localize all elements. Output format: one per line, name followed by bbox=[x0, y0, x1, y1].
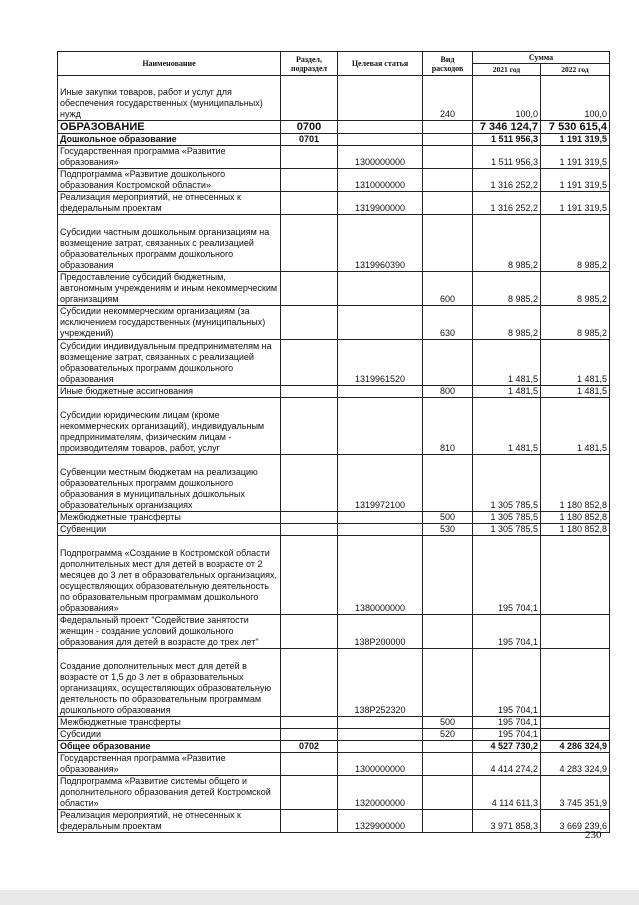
header-sum: Сумма bbox=[473, 52, 610, 64]
cell-target bbox=[338, 512, 423, 524]
cell-target bbox=[338, 76, 423, 121]
cell-sum-2022: 3 745 351,9 bbox=[541, 776, 610, 810]
cell-sum-2021: 1 511 956,3 bbox=[473, 134, 541, 146]
table-row bbox=[58, 215, 610, 272]
table-row bbox=[58, 146, 610, 169]
cell-name: Межбюджетные трансферты bbox=[58, 512, 281, 524]
cell-target bbox=[338, 386, 423, 398]
cell-sum-2022: 1 191 319,5 bbox=[541, 146, 610, 169]
cell-target bbox=[338, 729, 423, 741]
table-row bbox=[58, 272, 610, 306]
cell-kind bbox=[423, 753, 473, 776]
cell-sum-2022: 8 985,2 bbox=[541, 215, 610, 272]
cell-kind bbox=[423, 536, 473, 615]
cell-sum-2021: 195 704,1 bbox=[473, 717, 541, 729]
cell-kind bbox=[423, 121, 473, 134]
cell-kind: 500 bbox=[423, 512, 473, 524]
table-row bbox=[58, 386, 610, 398]
cell-sum-2022: 4 286 324,9 bbox=[541, 741, 610, 753]
cell-section bbox=[281, 398, 338, 455]
cell-section bbox=[281, 215, 338, 272]
budget-table bbox=[57, 51, 610, 833]
table-row bbox=[58, 512, 610, 524]
cell-target bbox=[338, 306, 423, 340]
cell-name: Подпрограмма «Развитие дошкольного образования Костромской области» bbox=[58, 169, 281, 192]
table-row bbox=[58, 192, 610, 215]
cell-target bbox=[338, 134, 423, 146]
cell-sum-2022: 8 985,2 bbox=[541, 272, 610, 306]
table-row bbox=[58, 134, 610, 146]
cell-section bbox=[281, 340, 338, 386]
cell-section bbox=[281, 615, 338, 649]
cell-target: 1319961520 bbox=[338, 340, 423, 386]
table-body bbox=[58, 76, 610, 833]
header-kind: Вид расходов bbox=[423, 52, 473, 76]
table-row bbox=[58, 776, 610, 810]
cell-kind bbox=[423, 455, 473, 512]
cell-target bbox=[338, 272, 423, 306]
cell-section: 0702 bbox=[281, 741, 338, 753]
cell-section bbox=[281, 729, 338, 741]
cell-kind: 530 bbox=[423, 524, 473, 536]
cell-kind bbox=[423, 741, 473, 753]
cell-target: 1300000000 bbox=[338, 146, 423, 169]
cell-name: Государственная программа «Развитие образования» bbox=[58, 753, 281, 776]
cell-target: 1319960390 bbox=[338, 215, 423, 272]
cell-target bbox=[338, 741, 423, 753]
budget-table-page bbox=[57, 51, 609, 833]
cell-section bbox=[281, 717, 338, 729]
cell-kind bbox=[423, 146, 473, 169]
cell-sum-2022: 1 191 319,5 bbox=[541, 169, 610, 192]
cell-name: Создание дополнительных мест для детей в возрасте от 1,5 до 3 лет в образовательных организациях, осуществляющих образовательную деятельность по образовательным программам дошкольного образования bbox=[58, 649, 281, 717]
cell-section bbox=[281, 146, 338, 169]
cell-name: Субсидии юридическим лицам (кроме некоммерческих организаций), индивидуальным предпринимателям, физическим лицам - производителям товаров, работ, услуг bbox=[58, 398, 281, 455]
cell-sum-2022 bbox=[541, 729, 610, 741]
cell-sum-2021: 195 704,1 bbox=[473, 649, 541, 717]
cell-target: 1319972100 bbox=[338, 455, 423, 512]
table-row bbox=[58, 121, 610, 134]
cell-name: Федеральный проект "Содействие занятости женщин - создание условий дошкольного образования для детей в возрасте до трех лет" bbox=[58, 615, 281, 649]
cell-sum-2022: 1 180 852,8 bbox=[541, 524, 610, 536]
cell-name: Субсидии частным дошкольным организациям на возмещение затрат, связанных с реализацией образовательных программ дошкольного образования bbox=[58, 215, 281, 272]
cell-target: 138P252320 bbox=[338, 649, 423, 717]
cell-name: Субвенции местным бюджетам на реализацию образовательных программ дошкольного образования в муниципальных дошкольных образовательных организациях bbox=[58, 455, 281, 512]
cell-sum-2021: 1 481,5 bbox=[473, 340, 541, 386]
cell-section bbox=[281, 649, 338, 717]
cell-sum-2021: 7 346 124,7 bbox=[473, 121, 541, 134]
cell-name: Предоставление субсидий бюджетным, автономным учреждениям и иным некоммерческим организациям bbox=[58, 272, 281, 306]
cell-sum-2022 bbox=[541, 649, 610, 717]
cell-sum-2022: 4 283 324,9 bbox=[541, 753, 610, 776]
cell-target: 1320000000 bbox=[338, 776, 423, 810]
cell-sum-2021: 100,0 bbox=[473, 76, 541, 121]
cell-name: Межбюджетные трансферты bbox=[58, 717, 281, 729]
cell-name: Иные бюджетные ассигнования bbox=[58, 386, 281, 398]
header-name: Наименование bbox=[58, 52, 281, 76]
cell-sum-2022: 1 191 319,5 bbox=[541, 192, 610, 215]
cell-section bbox=[281, 536, 338, 615]
cell-sum-2022 bbox=[541, 717, 610, 729]
cell-sum-2022 bbox=[541, 615, 610, 649]
cell-kind: 520 bbox=[423, 729, 473, 741]
cell-sum-2021: 1 305 785,5 bbox=[473, 455, 541, 512]
table-row bbox=[58, 76, 610, 121]
cell-name: Дошкольное образование bbox=[58, 134, 281, 146]
cell-kind bbox=[423, 776, 473, 810]
cell-sum-2022: 8 985,2 bbox=[541, 306, 610, 340]
cell-name: Реализация мероприятий, не отнесенных к федеральным проектам bbox=[58, 192, 281, 215]
cell-section bbox=[281, 455, 338, 512]
scan-bottom-edge bbox=[0, 890, 639, 905]
cell-name: Подпрограмма «Создание в Костромской области дополнительных мест для детей в возрасте от 2 месяцев до 3 лет в образовательных организациях, осуществляющих образовательную деятельность по образовательным программам дошкольного образования» bbox=[58, 536, 281, 615]
cell-sum-2021: 8 985,2 bbox=[473, 215, 541, 272]
cell-section bbox=[281, 76, 338, 121]
cell-sum-2022: 3 669 239,6 bbox=[541, 810, 610, 833]
header-target: Целевая статья bbox=[338, 52, 423, 76]
table-row bbox=[58, 717, 610, 729]
cell-sum-2021: 1 481,5 bbox=[473, 398, 541, 455]
cell-target: 1329900000 bbox=[338, 810, 423, 833]
table-row bbox=[58, 455, 610, 512]
cell-target bbox=[338, 524, 423, 536]
table-row bbox=[58, 524, 610, 536]
cell-kind bbox=[423, 615, 473, 649]
cell-kind: 240 bbox=[423, 76, 473, 121]
cell-kind: 500 bbox=[423, 717, 473, 729]
cell-name: Государственная программа «Развитие образования» bbox=[58, 146, 281, 169]
cell-section: 0701 bbox=[281, 134, 338, 146]
cell-section bbox=[281, 524, 338, 536]
cell-kind: 800 bbox=[423, 386, 473, 398]
cell-target: 1319900000 bbox=[338, 192, 423, 215]
cell-sum-2022: 1 180 852,8 bbox=[541, 455, 610, 512]
table-row bbox=[58, 649, 610, 717]
cell-target: 1380000000 bbox=[338, 536, 423, 615]
header-year-2022: 2022 год bbox=[541, 64, 610, 76]
cell-section: 0700 bbox=[281, 121, 338, 134]
cell-name: Реализация мероприятий, не отнесенных к федеральным проектам bbox=[58, 810, 281, 833]
cell-sum-2022: 1 180 852,8 bbox=[541, 512, 610, 524]
page-number: 230 bbox=[585, 829, 602, 841]
cell-target bbox=[338, 398, 423, 455]
cell-kind bbox=[423, 649, 473, 717]
cell-name: Субсидии некоммерческим организациям (за исключением государственных (муниципальных) учреждений) bbox=[58, 306, 281, 340]
cell-kind bbox=[423, 192, 473, 215]
cell-sum-2022: 1 481,5 bbox=[541, 398, 610, 455]
cell-kind bbox=[423, 215, 473, 272]
cell-target: 138P200000 bbox=[338, 615, 423, 649]
cell-kind: 810 bbox=[423, 398, 473, 455]
cell-sum-2022: 1 481,5 bbox=[541, 386, 610, 398]
cell-sum-2021: 4 114 611,3 bbox=[473, 776, 541, 810]
table-row bbox=[58, 741, 610, 753]
cell-target: 1310000000 bbox=[338, 169, 423, 192]
cell-target: 1300000000 bbox=[338, 753, 423, 776]
table-row bbox=[58, 306, 610, 340]
cell-section bbox=[281, 810, 338, 833]
cell-section bbox=[281, 386, 338, 398]
cell-kind bbox=[423, 169, 473, 192]
cell-sum-2021: 1 511 956,3 bbox=[473, 146, 541, 169]
table-row bbox=[58, 169, 610, 192]
cell-kind: 600 bbox=[423, 272, 473, 306]
table-row bbox=[58, 753, 610, 776]
cell-kind bbox=[423, 810, 473, 833]
cell-sum-2021: 195 704,1 bbox=[473, 729, 541, 741]
cell-kind bbox=[423, 340, 473, 386]
cell-sum-2021: 195 704,1 bbox=[473, 615, 541, 649]
cell-name: ОБРАЗОВАНИЕ bbox=[58, 121, 281, 134]
cell-section bbox=[281, 776, 338, 810]
table-row bbox=[58, 536, 610, 615]
table-row bbox=[58, 398, 610, 455]
cell-sum-2022: 1 481,5 bbox=[541, 340, 610, 386]
cell-section bbox=[281, 512, 338, 524]
cell-name: Иные закупки товаров, работ и услуг для обеспечения государственных (муниципальных) нужд bbox=[58, 76, 281, 121]
cell-section bbox=[281, 192, 338, 215]
cell-section bbox=[281, 169, 338, 192]
cell-sum-2021: 1 305 785,5 bbox=[473, 512, 541, 524]
table-row bbox=[58, 340, 610, 386]
header-section: Раздел, подраздел bbox=[281, 52, 338, 76]
cell-name: Субсидии bbox=[58, 729, 281, 741]
cell-sum-2022 bbox=[541, 536, 610, 615]
table-row bbox=[58, 729, 610, 741]
cell-sum-2021: 4 414 274,2 bbox=[473, 753, 541, 776]
cell-target bbox=[338, 121, 423, 134]
cell-sum-2021: 1 316 252,2 bbox=[473, 169, 541, 192]
cell-sum-2022: 1 191 319,5 bbox=[541, 134, 610, 146]
cell-section bbox=[281, 306, 338, 340]
cell-sum-2021: 4 527 730,2 bbox=[473, 741, 541, 753]
cell-sum-2021: 8 985,2 bbox=[473, 306, 541, 340]
cell-sum-2021: 195 704,1 bbox=[473, 536, 541, 615]
cell-sum-2021: 8 985,2 bbox=[473, 272, 541, 306]
cell-sum-2021: 1 305 785,5 bbox=[473, 524, 541, 536]
cell-sum-2021: 3 971 858,3 bbox=[473, 810, 541, 833]
cell-sum-2022: 7 530 615,4 bbox=[541, 121, 610, 134]
cell-kind: 630 bbox=[423, 306, 473, 340]
cell-name: Субсидии индивидуальным предпринимателям на возмещение затрат, связанных с реализацией образовательных программ дошкольного образования bbox=[58, 340, 281, 386]
cell-sum-2022: 100,0 bbox=[541, 76, 610, 121]
header-year-2021: 2021 год bbox=[473, 64, 541, 76]
table-row bbox=[58, 810, 610, 833]
cell-section bbox=[281, 272, 338, 306]
cell-kind bbox=[423, 134, 473, 146]
cell-name: Подпрограмма «Развитие системы общего и дополнительного образования детей Костромской области» bbox=[58, 776, 281, 810]
table-row bbox=[58, 615, 610, 649]
cell-name: Субвенции bbox=[58, 524, 281, 536]
cell-sum-2021: 1 316 252,2 bbox=[473, 192, 541, 215]
cell-section bbox=[281, 753, 338, 776]
cell-name: Общее образование bbox=[58, 741, 281, 753]
cell-target bbox=[338, 717, 423, 729]
cell-sum-2021: 1 481,5 bbox=[473, 386, 541, 398]
